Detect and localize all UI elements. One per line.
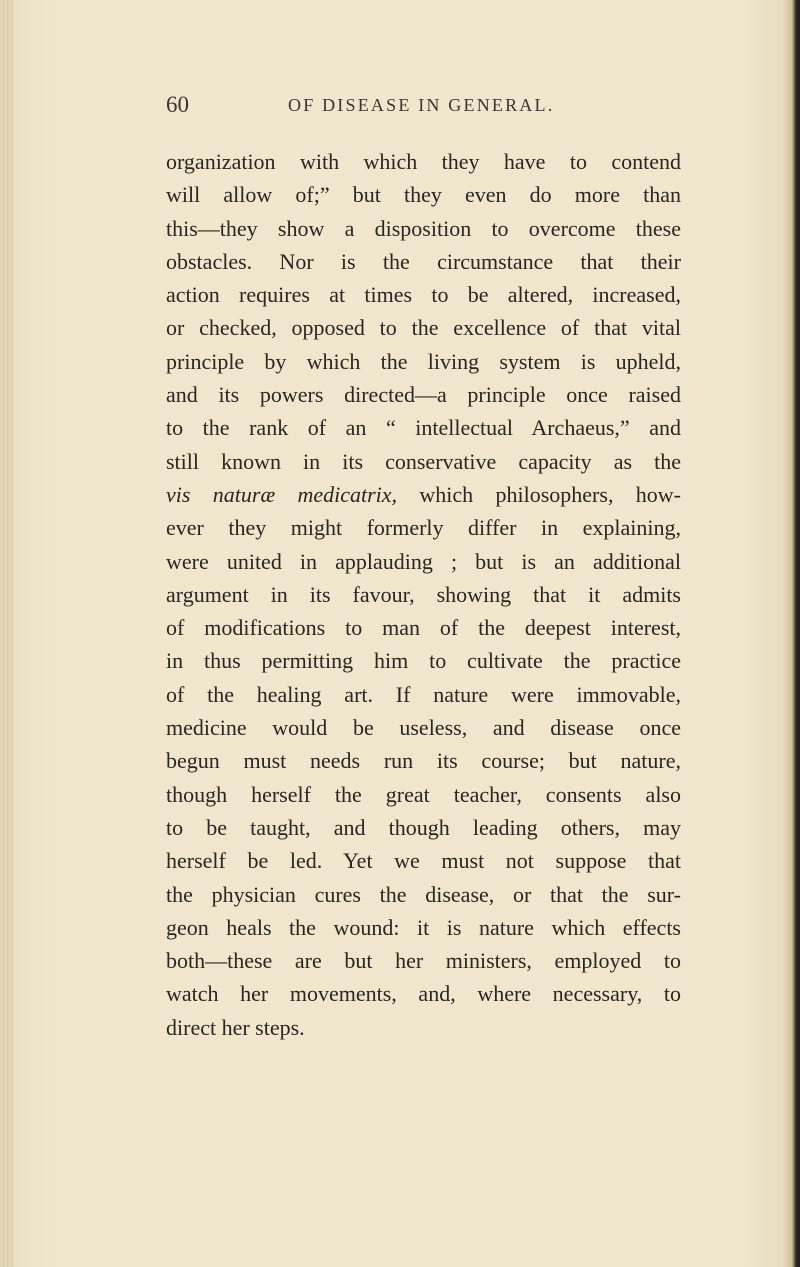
text-line: still known in its conservative capacity as the [166, 448, 681, 474]
text-line: of modifications to man of the deepest interest, [166, 615, 681, 641]
text-line: to the rank of an “ intellectual Archaeus,” and [166, 415, 681, 441]
text-line: direct her steps. [166, 1014, 305, 1040]
text-line-italic-phrase [166, 478, 681, 511]
text-line: obstacles. Nor is the circumstance that their [166, 248, 681, 274]
text-fragment: which philosophers, how- [397, 481, 682, 507]
text-line: ever they might formerly differ in explaining, [166, 515, 681, 541]
text-line: this—they show a disposition to overcome these [166, 215, 681, 241]
text-line: watch her movements, and, where necessary, to [166, 981, 681, 1007]
text-line: geon heals the wound: it is nature which effects [166, 914, 681, 940]
text-line: principle by which the living system is upheld, [166, 348, 681, 374]
page-right-edge [784, 0, 800, 1267]
body-text [166, 145, 681, 1044]
text-line: though herself the great teacher, consents also [166, 781, 681, 807]
text-line: of the healing art. If nature were immovable, [166, 681, 681, 707]
text-line: organization with which they have to contend [166, 149, 681, 174]
latin-phrase: vis naturæ medicatrix, [166, 481, 398, 507]
text-line: action requires at times to be altered, increased, [166, 282, 681, 308]
text-line: or checked, opposed to the excellence of that vital [166, 315, 681, 341]
page-number: 60 [166, 92, 189, 117]
text-line: to be taught, and though leading others, may [166, 814, 681, 840]
text-line: begun must needs run its course; but nature, [166, 748, 681, 774]
text-line: argument in its favour, showing that it admits [166, 581, 681, 607]
page-left-edge [0, 0, 14, 1267]
text-line: herself be led. Yet we must not suppose that [166, 848, 681, 874]
text-line: were united in applauding ; but is an additional [166, 548, 681, 574]
text-line: the physician cures the disease, or that the sur- [166, 881, 681, 907]
page-header [166, 92, 646, 122]
running-head: OF DISEASE IN GENERAL. [288, 95, 555, 115]
text-line: medicine would be useless, and disease once [166, 715, 681, 741]
text-line: both—these are but her ministers, employed to [166, 948, 681, 974]
text-line: will allow of;” but they even do more than [166, 182, 681, 208]
text-line: in thus permitting him to cultivate the practice [166, 648, 681, 674]
text-line: and its powers directed—a principle once raised [166, 382, 681, 408]
